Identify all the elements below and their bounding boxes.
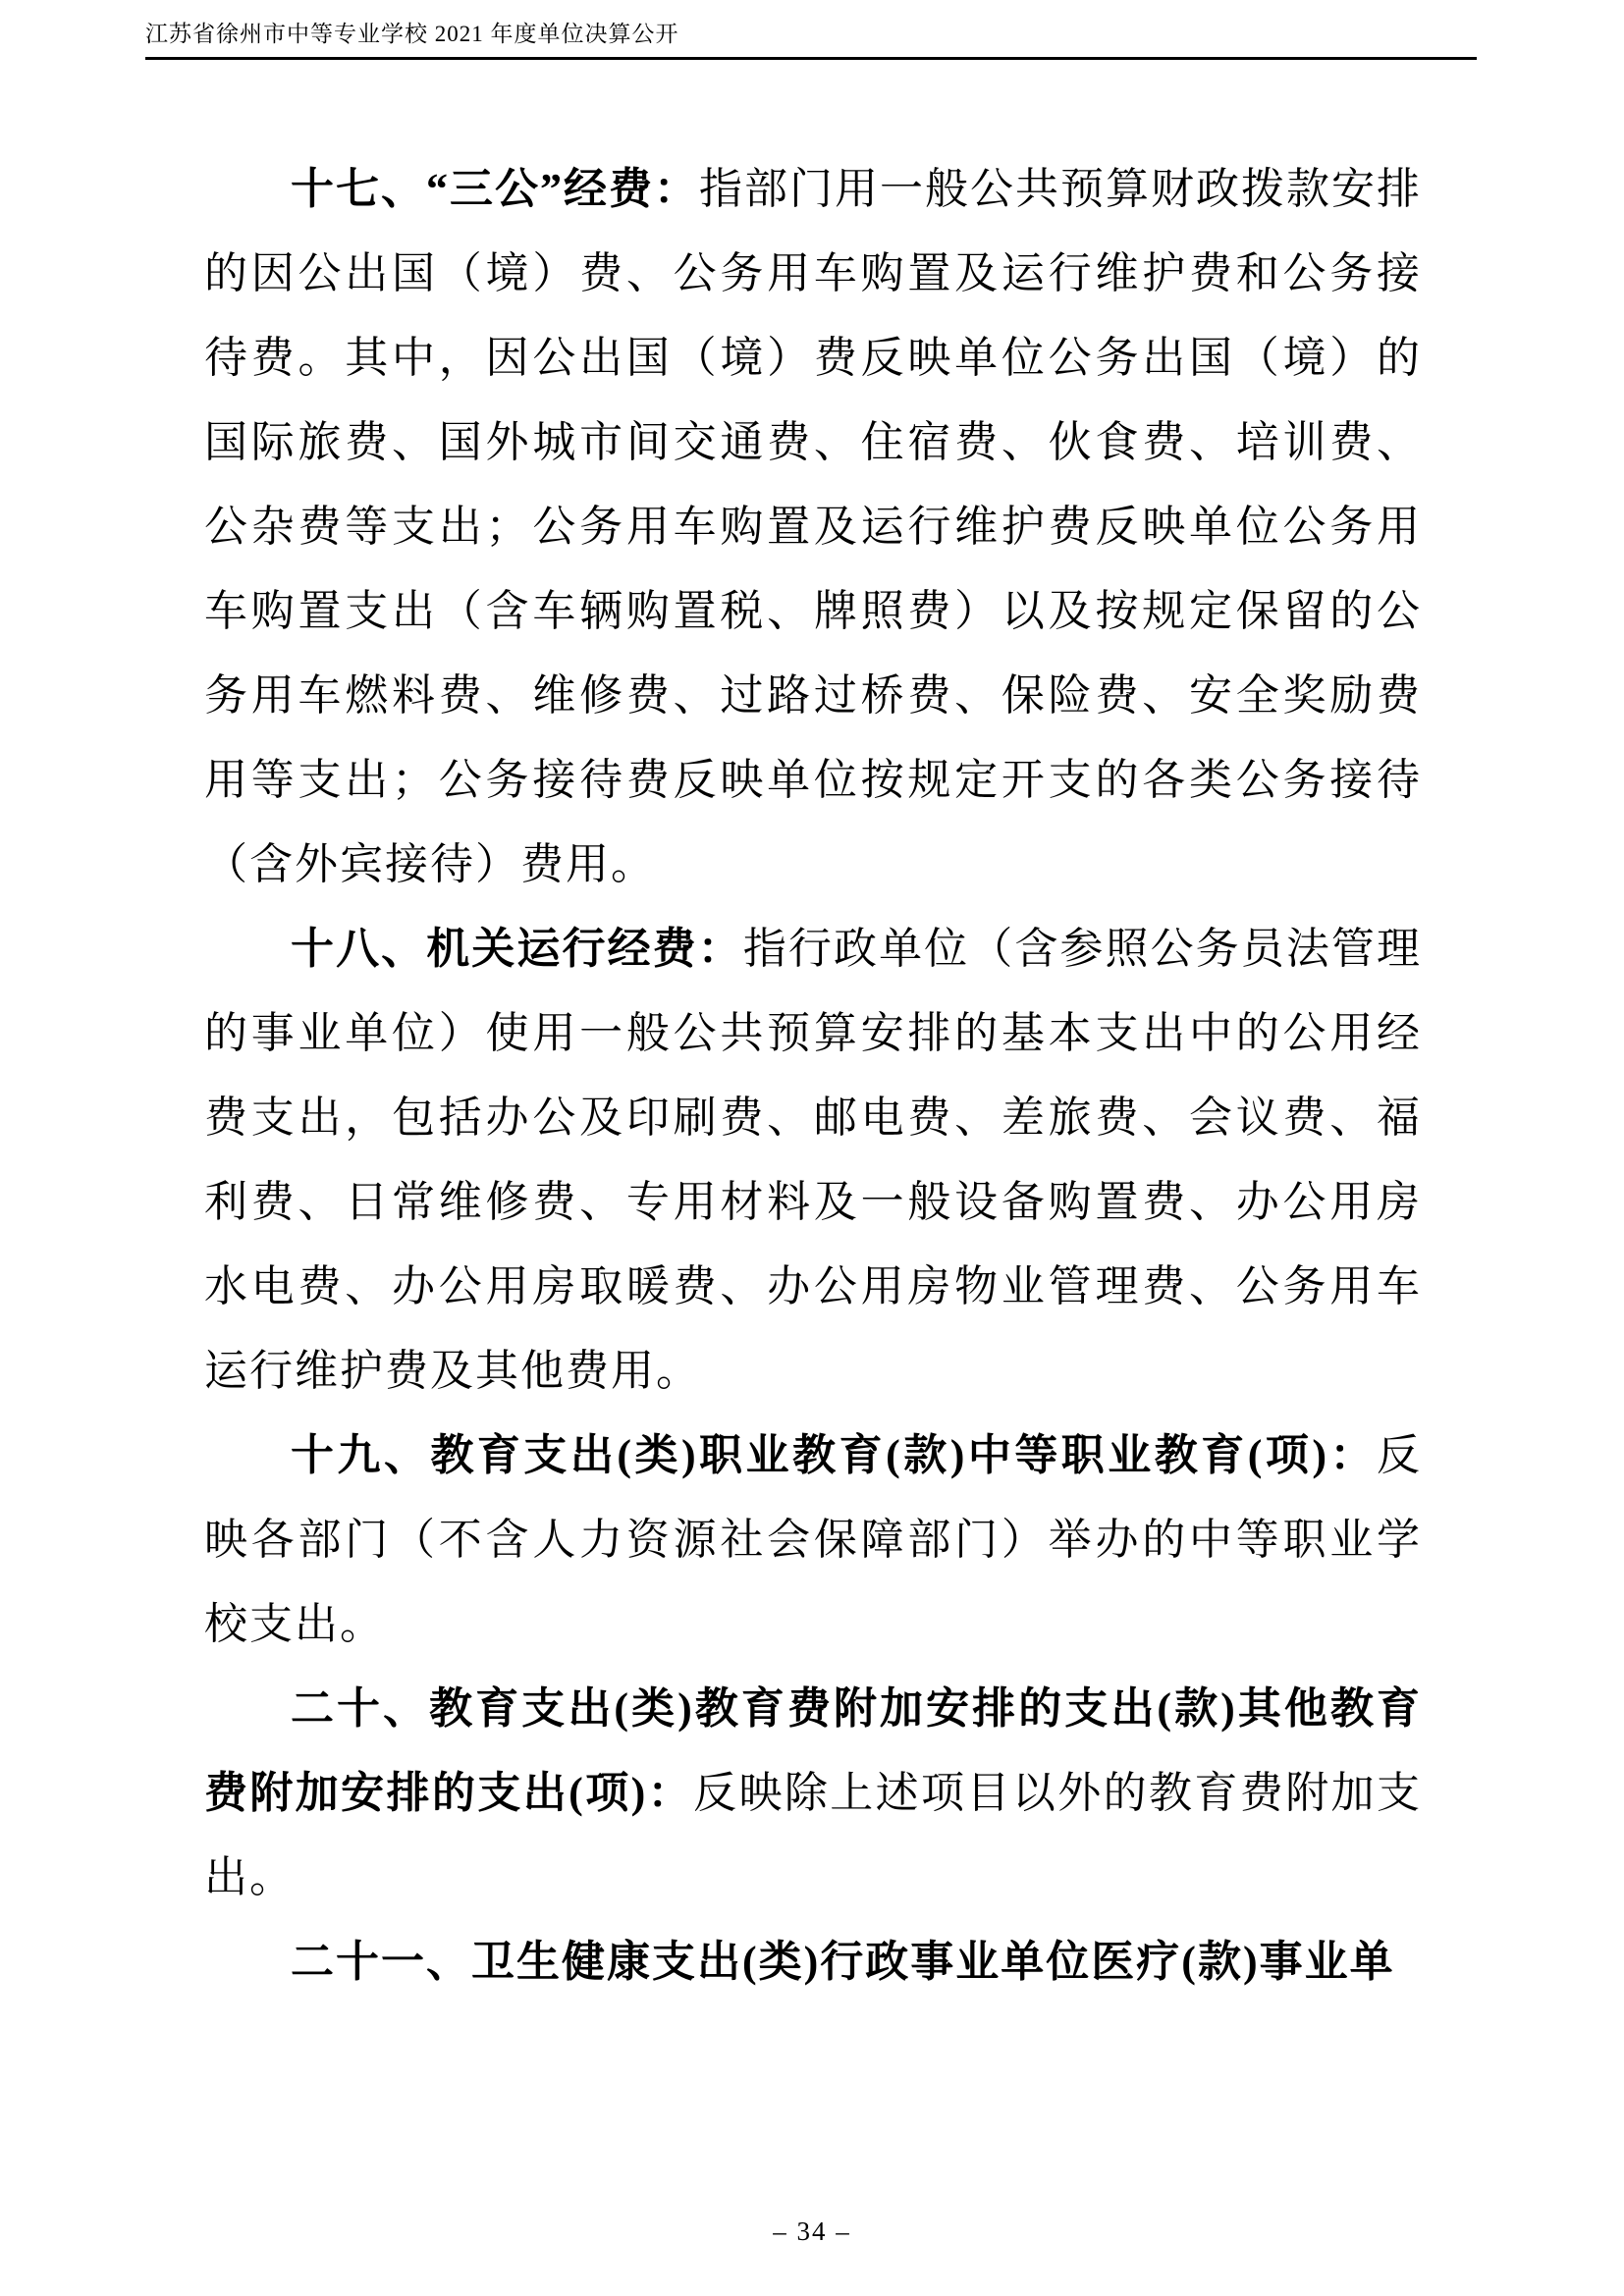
- paragraph-17-lead: 十七、“三公”经费：: [291, 165, 699, 213]
- paragraph-18-text: 指行政单位（含参照公务员法管理的事业单位）使用一般公共预算安排的基本支出中的公用经费支出，包括办公及印刷费、邮电费、差旅费、会议费、福利费、日常维修费、专用材料及一般设备购置费、办公用房水电费、办公用房取暖费、办公用房物业管理费、公务用车运行维护费及其他费用。: [204, 925, 1423, 1395]
- paragraph-item-18: [204, 907, 1422, 1414]
- paragraph-20-lead: 二十、教育支出(类)教育费附加安排的支出(款)其他教育费附加安排的支出(项)：: [204, 1684, 1422, 1817]
- page-header-title: 江苏省徐州市中等专业学校 2021 年度单位决算公开: [145, 22, 679, 46]
- page-header: [145, 16, 1477, 60]
- paragraph-item-20: [204, 1667, 1422, 1920]
- document-body: [204, 147, 1422, 2004]
- paragraph-19-lead: 十九、教育支出(类)职业教育(款)中等职业教育(项)：: [291, 1431, 1377, 1479]
- paragraph-17-text: 指部门用一般公共预算财政拨款安排的因公出国（境）费、公务用车购置及运行维护费和公务接待费。其中，因公出国（境）费反映单位公务出国（境）的国际旅费、国外城市间交通费、住宿费、伙食费、培训费、公杂费等支出；公务用车购置及运行维护费反映单位公务用车购置支出（含车辆购置税、牌照费）以及按规定保留的公务用车燃料费、维修费、过路过桥费、保险费、安全奖励费用等支出；公务接待费反映单位按规定开支的各类公务接待（含外宾接待）费用。: [204, 165, 1422, 888]
- paragraph-18-lead: 十八、机关运行经费：: [291, 925, 743, 973]
- paragraph-19-text: 反映各部门（不含人力资源社会保障部门）举办的中等职业学校支出。: [204, 1431, 1422, 1648]
- header-rule: [145, 57, 1477, 60]
- page-number: – 34 –: [773, 2216, 851, 2246]
- paragraph-item-19: [204, 1414, 1422, 1667]
- paragraph-20-text: 反映除上述项目以外的教育费附加支出。: [204, 1769, 1422, 1901]
- paragraph-item-21: [204, 1920, 1422, 2004]
- page-footer: [0, 2216, 1624, 2247]
- paragraph-21-lead: 二十一、卫生健康支出(类)行政事业单位医疗(款)事业单: [291, 1938, 1395, 1986]
- paragraph-item-17: [204, 147, 1422, 907]
